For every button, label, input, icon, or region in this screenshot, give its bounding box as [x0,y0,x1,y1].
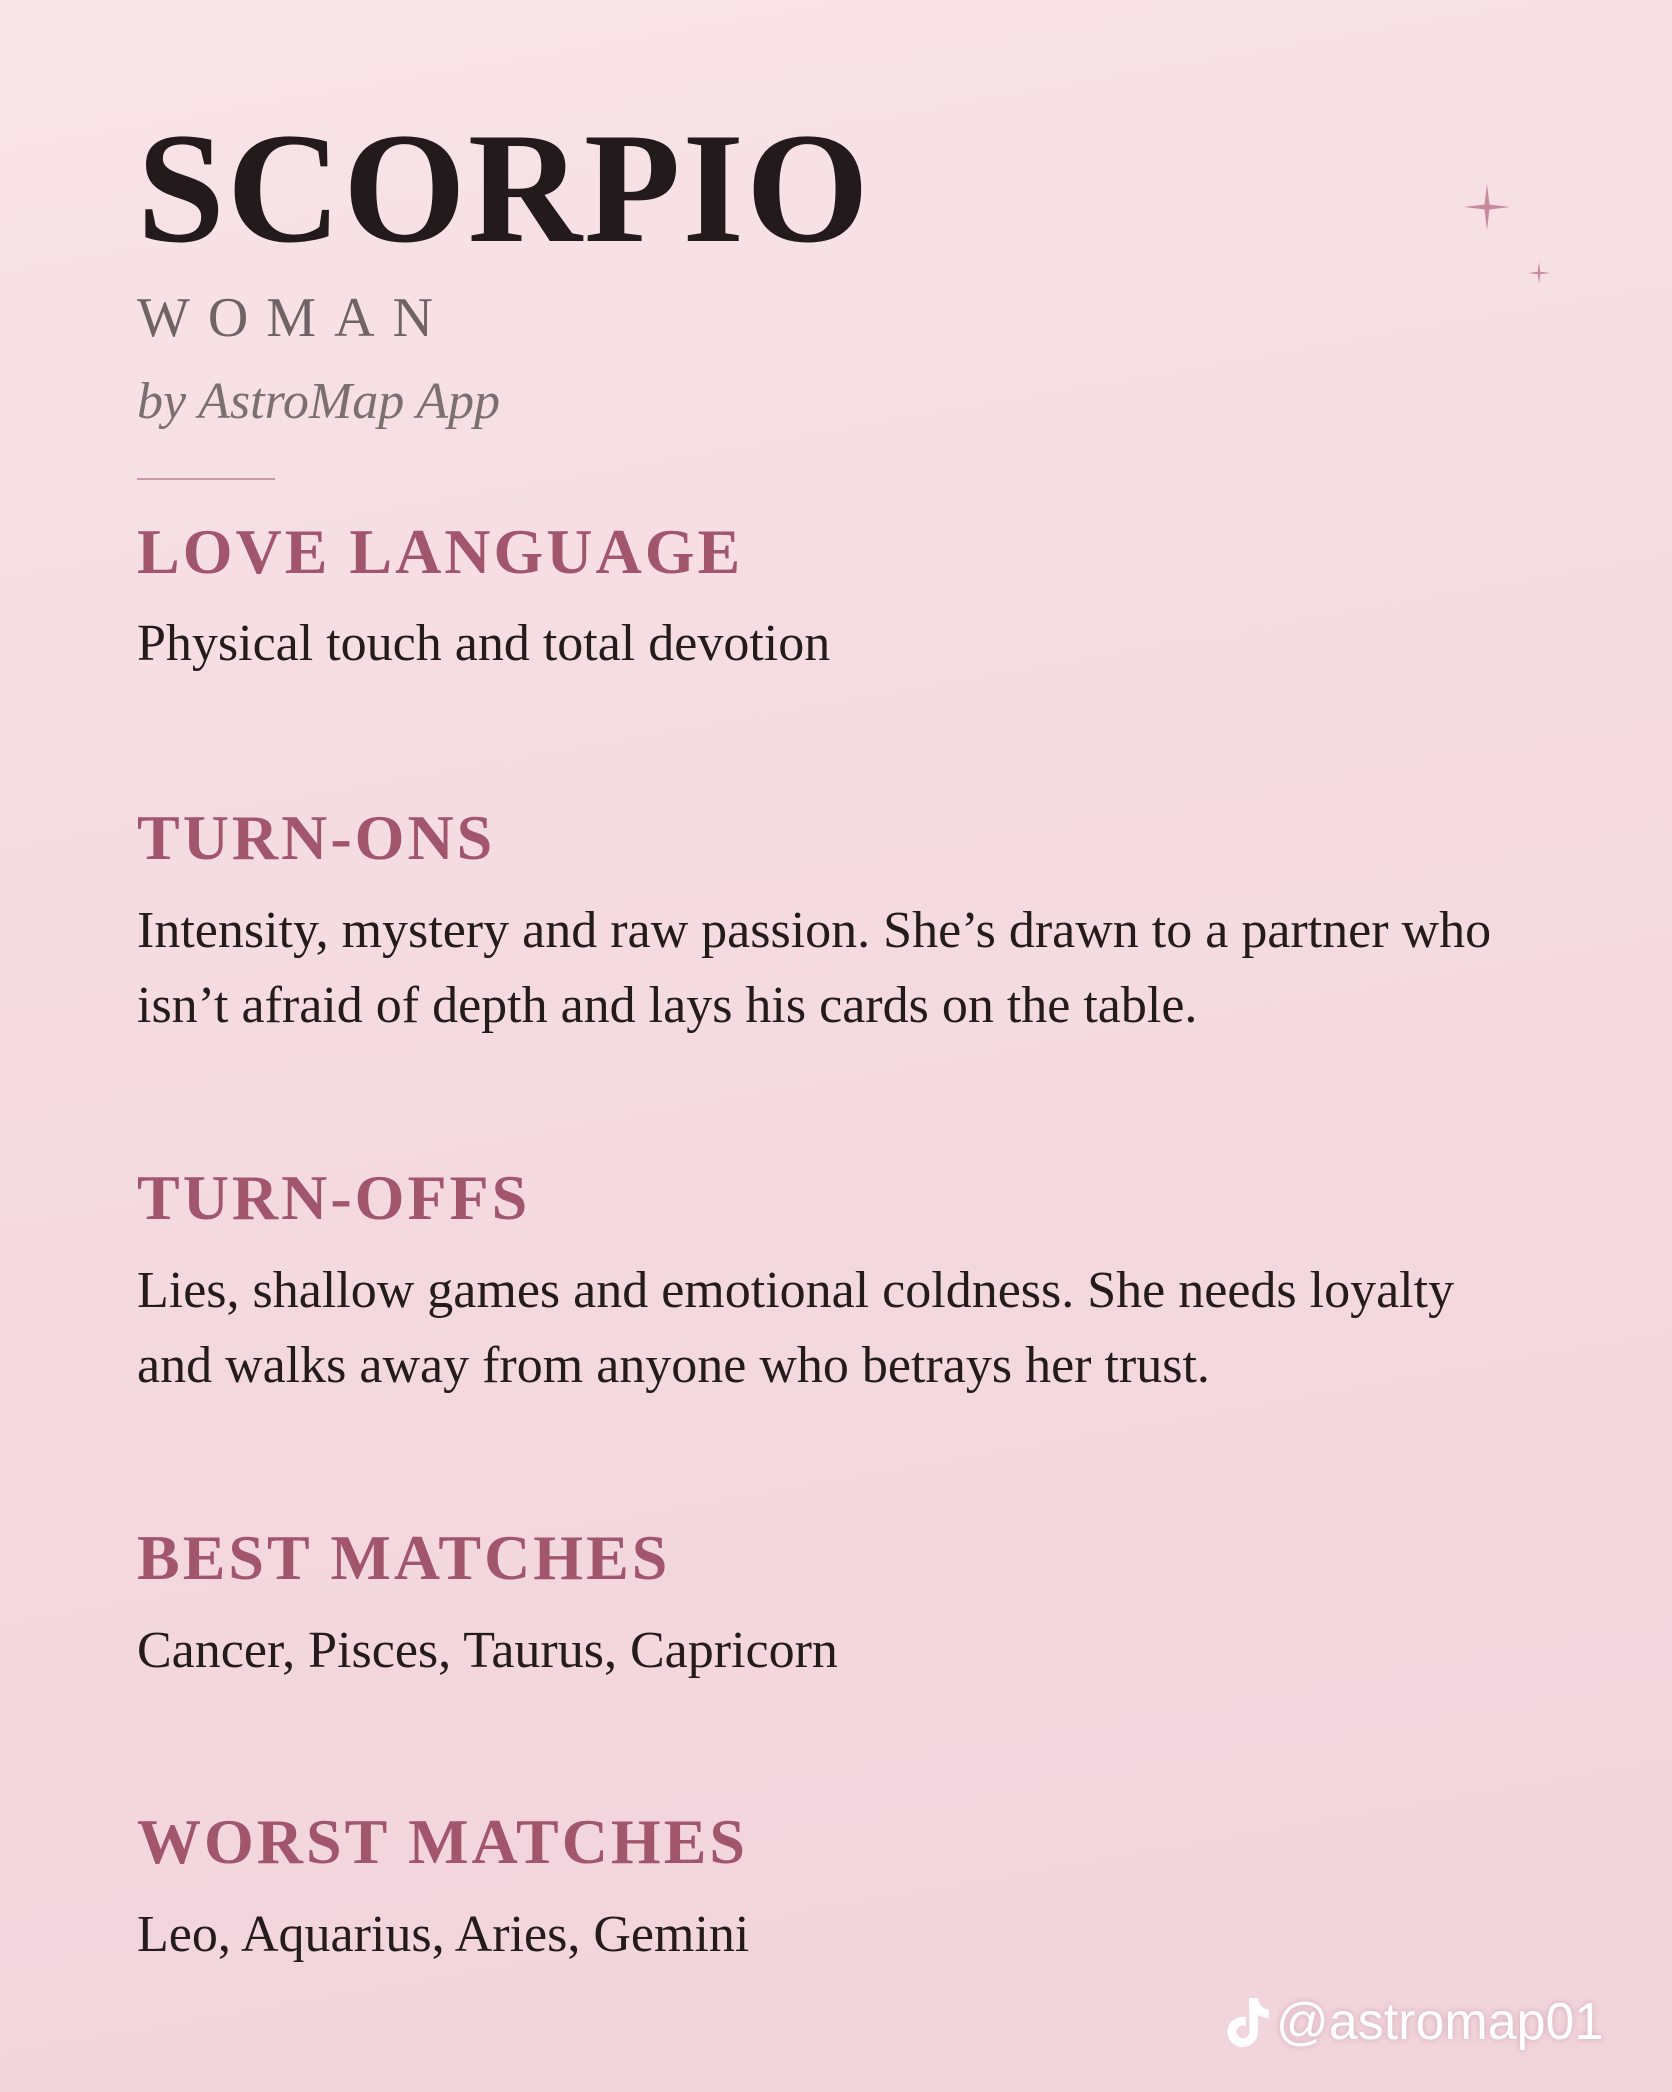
section-body-best-matches: Cancer, Pisces, Taurus, Capricorn [137,1622,838,1679]
section-body-turn-ons: Intensity, mystery and raw passion. She’s drawn to a partner who isn’t afraid of depth and lays his cards on the table. [137,902,1492,1034]
watermark[interactable] [1224,1992,1603,2052]
divider [137,478,275,480]
sparkle-icon [1464,184,1510,230]
section-title-turn-offs: TURN-OFFS [137,1162,531,1233]
section-body-turn-offs: Lies, shallow games and emotional coldness. She needs loyalty and walks away from anyone who betrays her trust. [137,1262,1455,1394]
section-title-best-matches: BEST MATCHES [137,1522,671,1593]
section-body-love-language: Physical touch and total devotion [137,615,831,672]
page-title: SCORPIO [137,101,871,276]
sparkle-icon [1528,262,1550,284]
page-subtitle: WOMAN [137,287,451,349]
section-body-worst-matches: Leo, Aquarius, Aries, Gemini [137,1906,750,1963]
section-title-worst-matches: WORST MATCHES [137,1806,748,1877]
section-title-love-language: LOVE LANGUAGE [137,516,744,587]
byline: by AstroMap App [137,373,501,430]
watermark-handle[interactable]: @astromap01 [1276,1993,1604,2051]
tiktok-logo-icon [1224,1996,1270,2048]
section-title-turn-ons: TURN-ONS [137,802,496,873]
